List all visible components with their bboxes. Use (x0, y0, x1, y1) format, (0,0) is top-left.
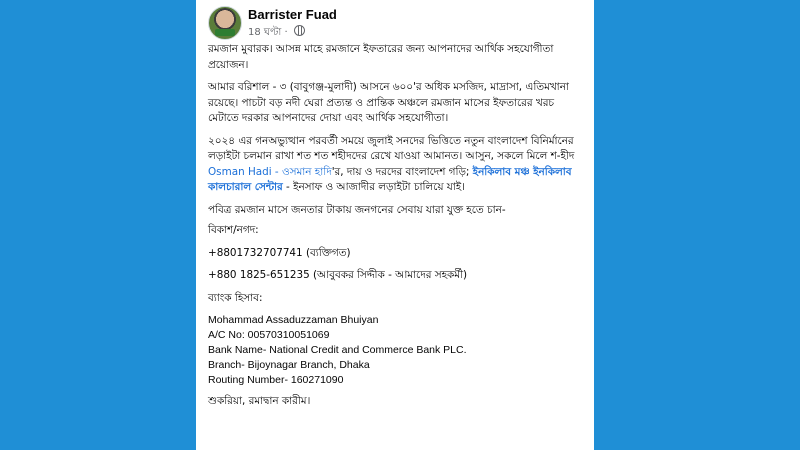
bank-account-label: ব্যাংক হিসাব: (208, 291, 263, 304)
post-paragraph-call (208, 134, 582, 196)
post-timestamp[interactable]: 18 ঘণ্টা (248, 27, 282, 38)
paragraph-text: 'র, দায় ও দরদের বাংলাদেশ গড়ি; (331, 165, 473, 178)
phone-number-personal: +8801732707741 (ব্যক্তিগত) (208, 246, 351, 259)
post-paragraph-constituency: আমার বরিশাল - ৩ (বাবুগঞ্জ-মুলাদী) আসনে ৬০০'র অধিক মসজিদ, মাদ্রাসা, এতিমখানা রয়েছে। পাচটা বড় নদী ঘেরা প্রত্যন্ত ও প্রান্তিক অঞ্চলে রমজান মাসের ইফতারের খরচ মেটাতে দরকার আপনাদের দোয়া এবং আর্থিক সহযোগীতা। (208, 81, 569, 124)
facebook-post-card (196, 0, 594, 450)
phone-number-colleague: +880 1825-651235 (আবুবকর সিদ্দীক - আমাদের সহকর্মী) (208, 269, 468, 281)
account-number: A/C No: 00570310051069 (208, 329, 330, 341)
post-body (208, 42, 582, 415)
post-closing: শুকরিয়া, রমাদ্বান কারীম। (208, 395, 311, 407)
routing-number: Routing Number- 160271090 (208, 374, 344, 386)
account-holder-name: Mohammad Assaduzzaman Bhuiyan (208, 314, 379, 326)
profile-link-osman-hadi[interactable]: Osman Hadi - ওসমান হাদি (208, 165, 332, 178)
separator-dot: · (284, 27, 291, 38)
globe-icon (294, 25, 305, 36)
page-link-inqilab[interactable]: ইনকিলাব মঞ্চ ইনকিলাব কালচারাল সেন্টার (208, 165, 572, 193)
bank-branch: Branch- Bijoynagar Branch, Dhaka (208, 359, 370, 371)
post-meta (248, 25, 305, 42)
avatar-badge-icon (215, 29, 235, 36)
post-paragraph-greeting: রমজান মুবারক। আসন্ন মাহে রমজানে ইফতারের জন্য আপনাদের আর্থিক সহযোগীতা প্রয়োজন। (208, 43, 554, 71)
bank-name: Bank Name- National Credit and Commerce Bank PLC. (208, 344, 467, 356)
bank-details (208, 313, 582, 388)
paragraph-text: ২০২৪ এর গনঅভ্যুত্থান পরবর্তী সময়ে জুলাই সনদের ভিত্তিতে নতুন বাংলাদেশ বিনির্মানের লড়াইটা চলমান রাখা শত শত শহীদদের রেখে যাওয়া আমানত। আসুন, সকলে মিলে শ-হীদ (208, 134, 575, 162)
author-avatar[interactable] (208, 6, 242, 40)
post-paragraph-appeal: পবিত্র রমজান মাসে জনতার টাকায় জনগনের সেবায় যারা যুক্ত হতে চান- (208, 203, 506, 216)
post-paragraph-bkash-label: বিকাশ/নগদ: (208, 224, 259, 236)
author-name[interactable]: Barrister Fuad (248, 7, 337, 22)
paragraph-text: - ইনসাফ ও আজাদীর লড়াইটা চালিয়ে যাই। (282, 181, 465, 193)
